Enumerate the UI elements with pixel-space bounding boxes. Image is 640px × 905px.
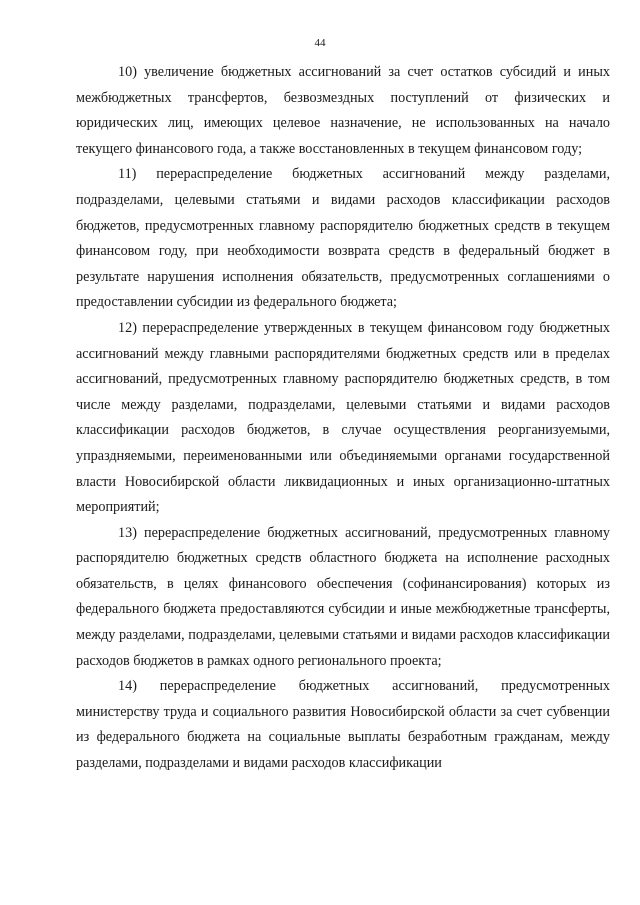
paragraph-item-13: 13) перераспределение бюджетных ассигнований, предусмотренных главному распорядителю бюджетных средств областного бюджета на исполнение расходных обязательств, в целях финансового обеспечения (софинансирования) которых из федерального бюджета предоставляются субсидии и иные межбюджетные трансферты, между разделами, подразделами, целевыми статьями и видами расходов классификации расходов бюджетов в рамках одного регионального проекта; [76, 524, 610, 669]
paragraph-item-10: 10) увеличение бюджетных ассигнований за счет остатков субсидий и иных межбюджетных трансфертов, безвозмездных поступлений от физических и юридических лиц, имеющих целевое назначение, не использованных на начало текущего финансового года, а также восстановленных в текущем финансовом году; [76, 64, 610, 157]
page-number: 44 [314, 37, 326, 49]
paragraph-item-11: 11) перераспределение бюджетных ассигнований между разделами, подразделами, целевыми статьями и видами расходов классификации расходов бюджетов, предусмотренных главному распорядителю бюджетных средств в текущем финансовом году, при необходимости возврата средств в федеральный бюджет в результате нарушения исполнения обязательств, предусмотренных соглашениями о предоставлении субсидии из федерального бюджета; [76, 166, 610, 311]
paragraph-item-12: 12) перераспределение утвержденных в текущем финансовом году бюджетных ассигнований между главными распорядителями бюджетных средств или в пределах ассигнований, предусмотренных главному распорядителю бюджетных средств, в том числе между разделами, подразделами, целевыми статьями и видами расходов классификации расходов бюджетов, в случае осуществления реорганизуемыми, упраздняемыми, переименованными или объединяемыми органами государственной власти Новосибирской области ликвидационных и иных организационно-штатных мероприятий; [76, 319, 610, 516]
document-body [76, 60, 610, 777]
paragraph-item-14: 14) перераспределение бюджетных ассигнований, предусмотренных министерству труда и социального развития Новосибирской области за счет субвенции из федерального бюджета на социальные выплаты безработным гражданам, между разделами, подразделами и видами расходов классификации [76, 678, 610, 772]
